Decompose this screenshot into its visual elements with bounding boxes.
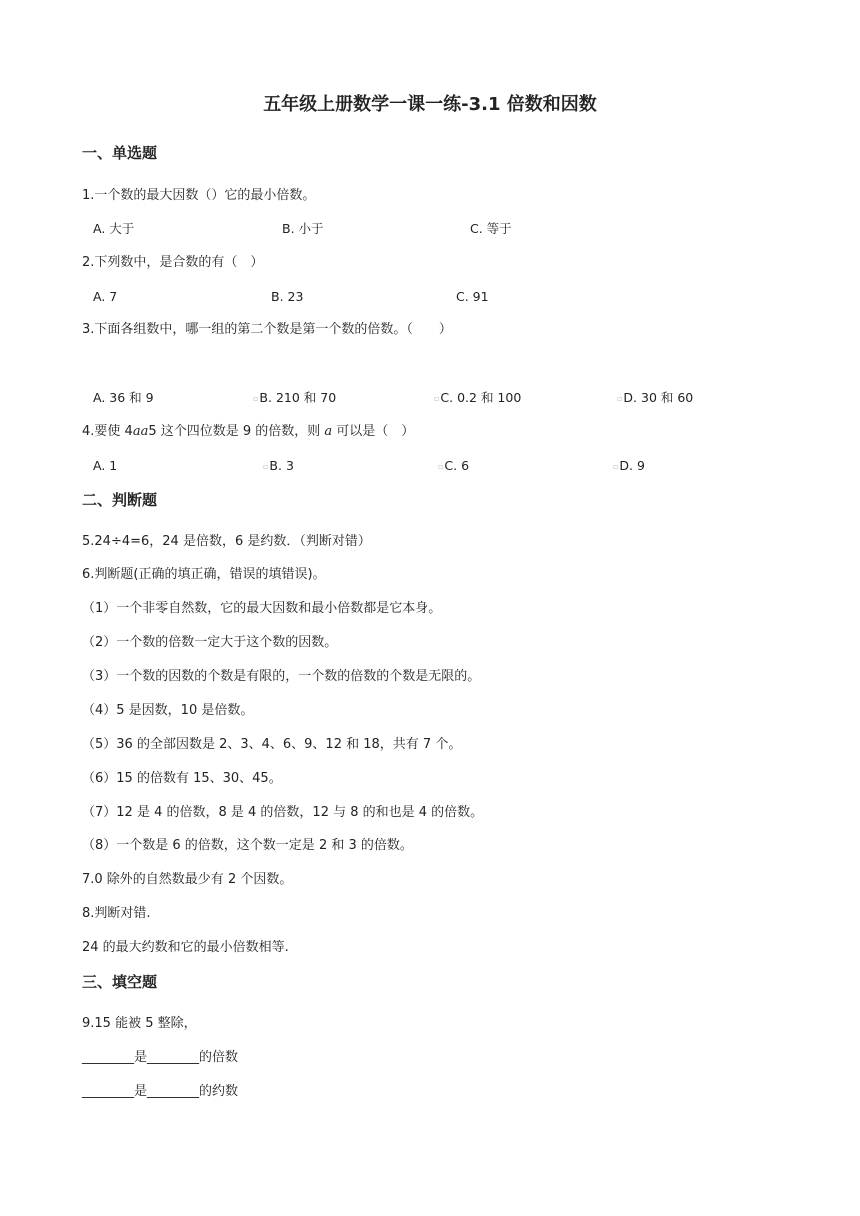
question-4-stem-part: 4.要使 4 xyxy=(82,424,133,439)
question-5: 5.24÷4=6，24 是倍数，6 是约数．（判断对错） xyxy=(82,534,371,549)
bullet-dot-icon: ▫ xyxy=(263,461,269,471)
question-4-option-c-label: C. 6 xyxy=(444,458,470,473)
question-6-item: （5）36 的全部因数是 2、3、4、6、9、12 和 18，共有 7 个。 xyxy=(82,737,462,752)
question-4-option-d-label: D. 9 xyxy=(619,458,645,473)
question-1-option-b: B. 小于 xyxy=(282,221,324,236)
section-heading-true-false: 二、判断题 xyxy=(82,491,158,509)
question-2-stem: 2.下列数中，是合数的有（ ） xyxy=(82,255,264,270)
question-4-option-b xyxy=(263,458,294,475)
question-8-line: 24 的最大约数和它的最小倍数相等. xyxy=(82,940,289,955)
question-4-option-a: A. 1 xyxy=(93,458,118,473)
question-6-stem: 6.判断题(正确的填正确，错误的填错误)。 xyxy=(82,567,326,582)
question-4-variable: aa xyxy=(132,424,149,439)
question-4-option-c xyxy=(438,458,469,475)
section-heading-fill-blank: 三、填空题 xyxy=(82,973,158,991)
question-4-option-d xyxy=(613,458,645,475)
question-6-item: （8）一个数是 6 的倍数，这个数一定是 2 和 3 的倍数。 xyxy=(82,838,413,853)
question-3-option-b xyxy=(253,390,336,407)
question-2-option-b: B. 23 xyxy=(271,289,304,304)
question-6-item: （1）一个非零自然数，它的最大因数和最小倍数都是它本身。 xyxy=(82,601,442,616)
question-8-stem: 8.判断对错. xyxy=(82,906,151,921)
question-3-option-c-label: C. 0.2 和 100 xyxy=(440,390,522,405)
question-6-item: （3）一个数的因数的个数是有限的，一个数的倍数的个数是无限的。 xyxy=(82,669,481,684)
question-6-item: （6）15 的倍数有 15、30、45。 xyxy=(82,771,282,786)
question-4-variable: a xyxy=(324,424,333,439)
question-2-option-a: A. 7 xyxy=(93,289,118,304)
question-2-option-c: C. 91 xyxy=(456,289,489,304)
question-4-stem-part: 5 这个四位数是 9 的倍数，则 xyxy=(148,424,325,439)
question-3-option-d xyxy=(617,390,693,407)
question-1-stem: 1.一个数的最大因数（）它的最小倍数。 xyxy=(82,188,316,203)
question-6-item: （4）5 是因数，10 是倍数。 xyxy=(82,703,254,718)
bullet-dot-icon: ▫ xyxy=(617,393,623,403)
question-3-stem: 3.下面各组数中，哪一组的第二个数是第一个数的倍数。（ ） xyxy=(82,322,452,337)
question-3-option-b-label: B. 210 和 70 xyxy=(259,390,337,405)
question-9-stem: 9.15 能被 5 整除， xyxy=(82,1016,197,1031)
question-4-option-b-label: B. 3 xyxy=(269,458,294,473)
question-9-blank-line[interactable]: ________是________的倍数 xyxy=(82,1050,239,1065)
page-title: 五年级上册数学一课一练-3.1 倍数和因数 xyxy=(263,94,597,115)
question-4-stem xyxy=(82,424,414,440)
bullet-dot-icon: ▫ xyxy=(438,461,444,471)
question-9-blank-line[interactable]: ________是________的约数 xyxy=(82,1084,239,1099)
question-1-option-c: C. 等于 xyxy=(470,221,512,236)
bullet-dot-icon: ▫ xyxy=(253,393,259,403)
question-4-stem-part: 可以是（ ） xyxy=(332,424,415,439)
bullet-dot-icon: ▫ xyxy=(613,461,619,471)
question-1-option-a: A. 大于 xyxy=(93,221,135,236)
section-heading-single-choice: 一、单选题 xyxy=(82,144,158,162)
question-6-item: （7）12 是 4 的倍数，8 是 4 的倍数，12 与 8 的和也是 4 的倍数。 xyxy=(82,805,484,820)
question-3-option-d-label: D. 30 和 60 xyxy=(623,390,694,405)
question-6-item: （2）一个数的倍数一定大于这个数的因数。 xyxy=(82,635,338,650)
question-7: 7.0 除外的自然数最少有 2 个因数。 xyxy=(82,872,293,887)
bullet-dot-icon: ▫ xyxy=(434,393,440,403)
question-3-option-a: A. 36 和 9 xyxy=(93,390,154,405)
question-3-option-c xyxy=(434,390,521,407)
